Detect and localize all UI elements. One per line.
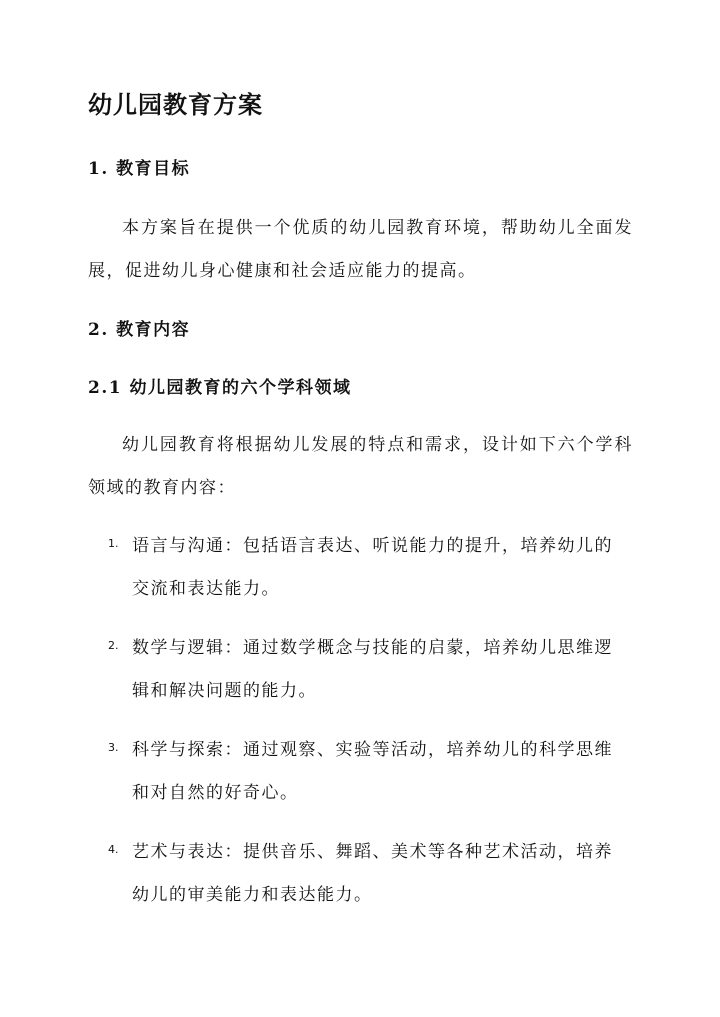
- list-item-text: 科学与探索：通过观察、实验等活动，培养幼儿的科学思维和对自然的好奇心。: [132, 740, 613, 803]
- document-title: 幼儿园教育方案: [88, 90, 263, 119]
- list-item-text: 语言与沟通：包括语言表达、听说能力的提升，培养幼儿的交流和表达能力。: [132, 536, 613, 599]
- list-item-text: 数学与逻辑：通过数学概念与技能的启蒙，培养幼儿思维逻辑和解决问题的能力。: [132, 638, 613, 701]
- list-item: [88, 831, 633, 933]
- section-heading-goals: 1. 教育目标: [88, 159, 191, 179]
- section-paragraph-goals: 本方案旨在提供一个优质的幼儿园教育环境，帮助幼儿全面发展，促进幼儿身心健康和社会适应能力的提高。: [88, 218, 633, 281]
- list-item-number: 3.: [108, 741, 119, 754]
- list-item: [88, 627, 633, 729]
- list-item-number: 1.: [108, 537, 119, 550]
- list-item-number: 2.: [108, 639, 119, 652]
- section-heading-content: 2. 教育内容: [88, 320, 191, 340]
- section-paragraph-six-domains: 幼儿园教育将根据幼儿发展的特点和需求，设计如下六个学科领域的教育内容：: [88, 435, 633, 498]
- list-item-text: 艺术与表达：提供音乐、舞蹈、美术等各种艺术活动，培养幼儿的审美能力和表达能力。: [132, 842, 613, 905]
- list-item: [88, 729, 633, 831]
- section-heading-six-domains: 2.1 幼儿园教育的六个学科领域: [88, 378, 352, 398]
- list-item-number: 4.: [108, 843, 119, 856]
- list-item: [88, 525, 633, 627]
- domain-list: [88, 525, 633, 933]
